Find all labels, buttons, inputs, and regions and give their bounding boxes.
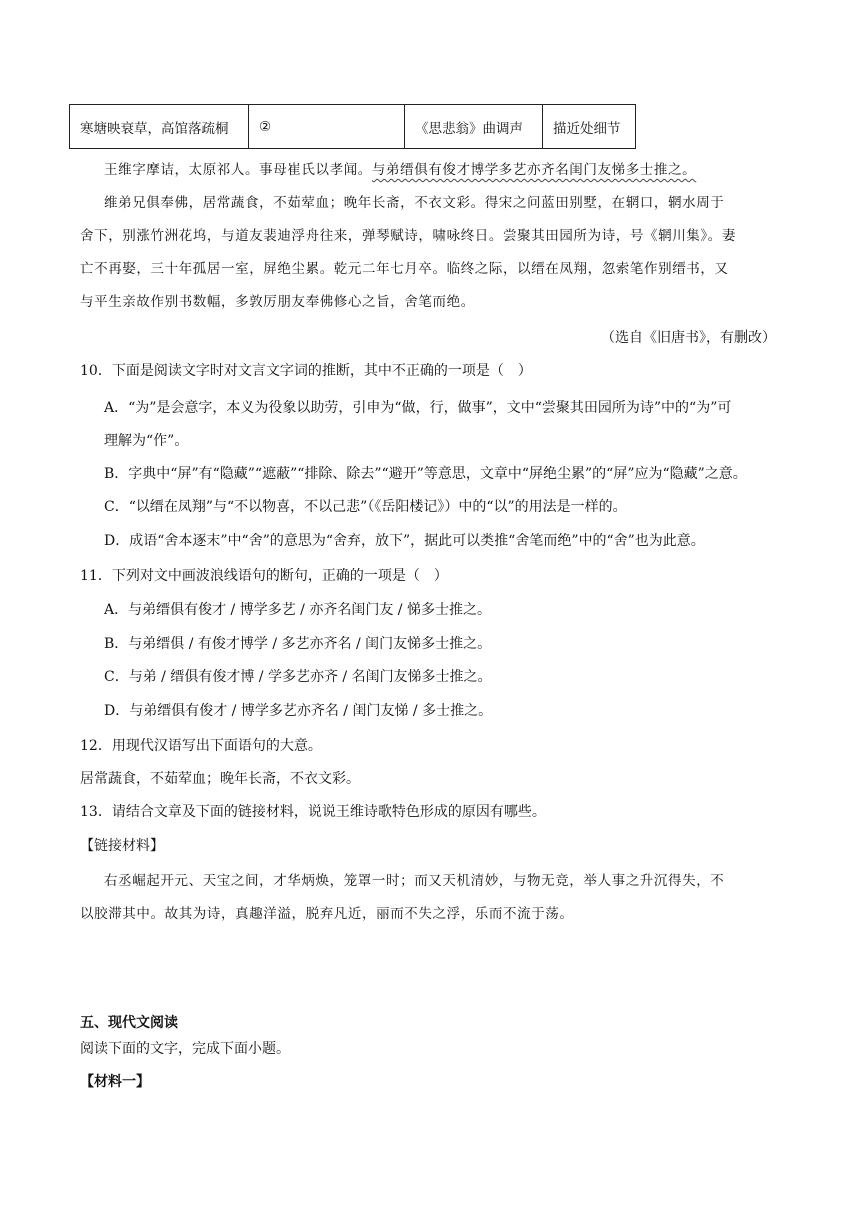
question-10-option-c: C．“以缙在凤翔”与“不以物喜，不以己悲”（《岳阳楼记》）中的“以”的用法是一样的。 [104,499,627,515]
section-5-title: 五、现代文阅读 [80,1015,178,1031]
question-10-stem: 10．下面是阅读文字时对文言文字词的推断，其中不正确的一项是（ ） [80,363,532,379]
table-cell-poem-line: 寒塘映衰草，高馆落疏桐 [70,105,249,149]
poem-analysis-table [69,104,636,149]
table-cell-technique: 描近处细节 [543,105,636,149]
question-12-sentence: 居常蔬食，不茹荤血；晚年长斋，不衣文彩。 [80,771,360,787]
passage-line-2: 维弟兄俱奉佛，居常蔬食，不茹荤血；晚年长斋，不衣文彩。得宋之问蓝田别墅，在辋口，辋水周于 [104,195,725,211]
passage-line-1 [104,158,696,178]
passage-line-5: 与平生亲故作别书数幅，多敦厉朋友奉佛修心之旨，舍笔而绝。 [80,294,475,310]
passage-line-4: 亡不再娶，三十年孤居一室，屏绝尘累。乾元二年七月卒。临终之际，以缙在凤翔，忽索笔作别缙书，又 [80,261,729,277]
table-row [70,105,636,149]
table-cell-sound: 《思悲翁》曲调声 [405,105,543,149]
passage-line-1-plain: 王维字摩诘，太原祁人。事母崔氏以孝闻。 [104,162,372,178]
passage-line-3: 舍下，别涨竹洲花坞，与道友裴迪浮舟往来，弹琴赋诗，啸咏终日。尝聚其田园所为诗，号《辋川集》。妻 [80,228,736,244]
question-13-stem: 13．请结合文章及下面的链接材料，说说王维诗歌特色形成的原因有哪些。 [80,804,546,820]
question-12-stem: 12．用现代汉语写出下面语句的大意。 [80,738,322,754]
question-10-option-a-cont: 理解为“作”。 [104,433,189,449]
link-material-title: 【链接材料】 [80,838,164,854]
question-10-option-b: B．字典中“屏”有“隐藏”“遮蔽”“排除、除去”“避开”等意思，文章中“屏绝尘累”的“屏”应为“隐藏”之意。 [104,466,747,482]
question-11-option-b: B．与弟缙俱 / 有俊才博学 / 多艺亦齐名 / 闺门友悌多士推之。 [104,636,492,652]
section-5-instruction: 阅读下面的文字，完成下面小题。 [80,1041,290,1057]
table-cell-blank: ② [249,105,405,149]
material-one-title: 【材料一】 [80,1074,150,1090]
wavy-underlined-sentence: 与弟缙俱有俊才博学多艺亦齐名闺门友悌多士推之。 [371,162,697,178]
question-11-option-a: A．与弟缙俱有俊才 / 博学多艺 / 亦齐名闺门友 / 悌多士推之。 [104,602,491,618]
link-material-line-2: 以胶滞其中。故其为诗，真趣洋溢，脱弃凡近，丽而不失之浮，乐而不流于荡。 [80,906,574,922]
question-11-option-c: C．与弟 / 缙俱有俊才博 / 学多艺亦齐 / 名闺门友悌多士推之。 [104,669,492,685]
question-11-option-d: D．与弟缙俱有俊才 / 博学多艺亦齐名 / 闺门友悌 / 多士推之。 [104,703,493,719]
link-material-line-1: 右丞崛起开元、天宝之间，才华炳焕，笼罩一时；而又天机清妙，与物无竞，举人事之升沉得失，不 [104,873,725,889]
question-11-stem: 11．下列对文中画波浪线语句的断句，正确的一项是（ ） [80,568,448,584]
question-10-option-a: A．“为”是会意字，本义为役象以助劳，引申为“做，行，做事”，文中“尝聚其田园所为诗”中的“为”可 [104,400,732,416]
question-10-option-d: D．成语“舍本逐末”中“舍”的意思为“舍弃，放下”，据此可以类推“舍笔而绝”中的“舍”也为此意。 [104,533,705,549]
passage-source: （选自《旧唐书》，有删改） [601,330,776,346]
